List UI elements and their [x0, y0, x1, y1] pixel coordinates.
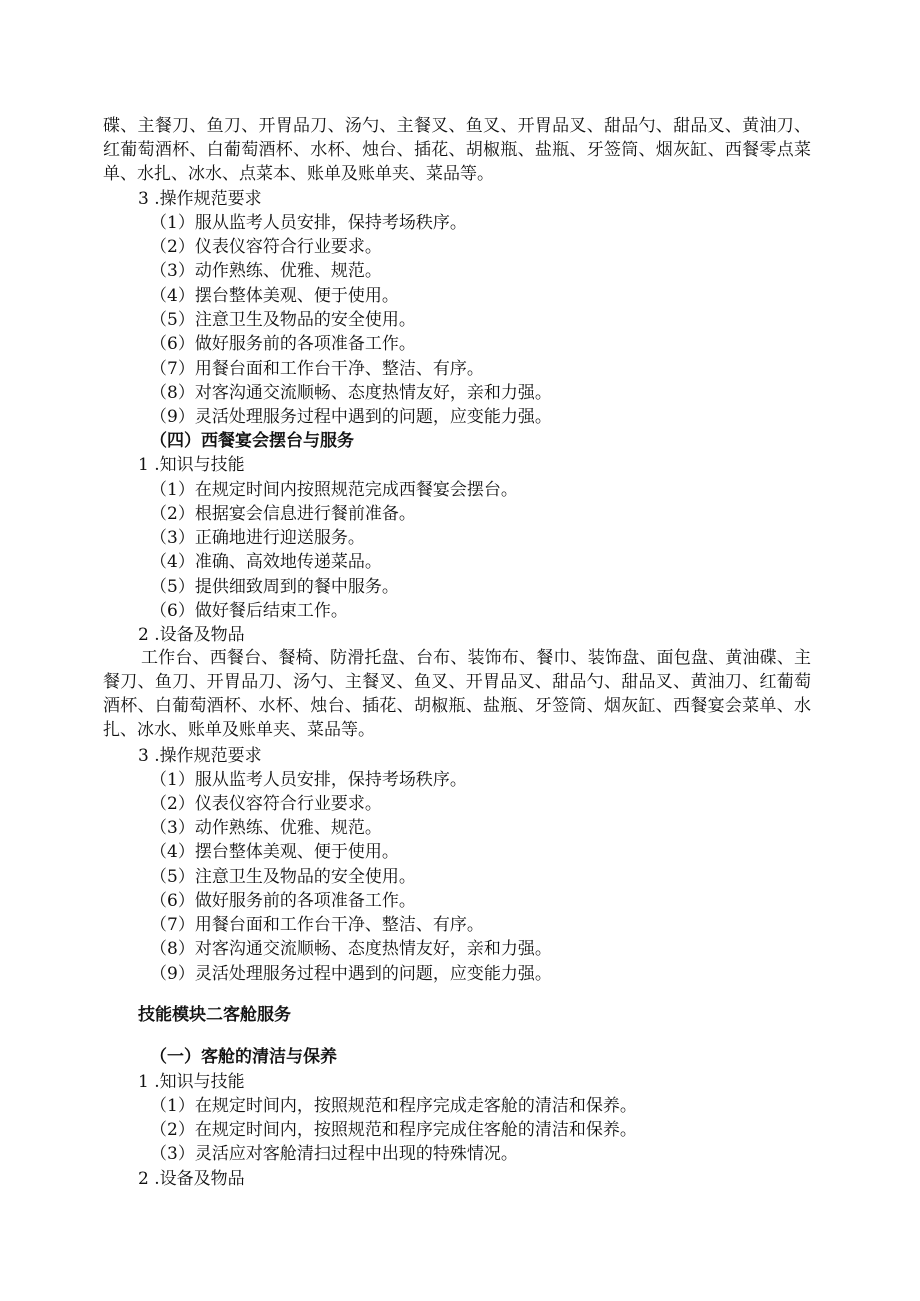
rules-heading: 3 .操作规范要求: [138, 746, 262, 766]
knowledge-heading: 1 .知识与技能: [138, 1072, 245, 1092]
rule-item: （1）服从监考人员安排，保持考场秩序。: [150, 770, 467, 790]
rule-item: （6）做好服务前的各项准备工作。: [150, 891, 416, 911]
rule-item: （6）做好服务前的各项准备工作。: [150, 334, 416, 354]
rule-item: （4）摆台整体美观、便于使用。: [150, 286, 399, 306]
knowledge-item: （3）正确地进行迎送服务。: [150, 528, 365, 548]
rule-item: （5）注意卫生及物品的安全使用。: [150, 867, 416, 887]
rules-heading: 3 .操作规范要求: [138, 189, 262, 209]
knowledge-heading: 1 .知识与技能: [138, 455, 245, 475]
rule-item: （4）摆台整体美观、便于使用。: [150, 842, 399, 862]
tableware-list-paragraph: 碟、主餐刀、鱼刀、开胃品刀、汤勺、主餐叉、鱼叉、开胃品叉、甜品勺、甜品叉、黄油刀、红葡萄酒杯、白葡萄酒杯、水杯、烛台、插花、胡椒瓶、盐瓶、牙签筒、烟灰缸、西餐零点菜单、水扎、冰水、点菜本、账单及账单夹、菜品等。: [103, 116, 811, 184]
equipment-heading: 2 .设备及物品: [138, 625, 245, 645]
rule-item: （2）仪表仪容符合行业要求。: [150, 794, 382, 814]
knowledge-item: （2）根据宴会信息进行餐前准备。: [150, 504, 416, 524]
rule-item: （1）服从监考人员安排，保持考场秩序。: [150, 213, 467, 233]
rule-item: （2）仪表仪容符合行业要求。: [150, 237, 382, 257]
equipment-heading: 2 .设备及物品: [138, 1169, 245, 1189]
rule-item: （9）灵活处理服务过程中遇到的问题，应变能力强。: [150, 964, 552, 984]
rule-item: （7）用餐台面和工作台干净、整洁、有序。: [150, 915, 484, 935]
module-title: 技能模块二客舱服务: [138, 1005, 291, 1025]
rule-item: （3）动作熟练、优雅、规范。: [150, 818, 382, 838]
knowledge-item: （3）灵活应对客舱清扫过程中出现的特殊情况。: [150, 1144, 518, 1164]
rule-item: （8）对客沟通交流顺畅、态度热情友好，亲和力强。: [150, 383, 552, 403]
knowledge-item: （6）做好餐后结束工作。: [150, 601, 348, 621]
knowledge-item: （4）准确、高效地传递菜品。: [150, 552, 382, 572]
section-title-cabin-cleaning: （一）客舱的清洁与保养: [150, 1047, 337, 1067]
knowledge-item: （5）提供细致周到的餐中服务。: [150, 577, 399, 597]
section-title-banquet: （四）西餐宴会摆台与服务: [150, 431, 354, 451]
rule-item: （8）对客沟通交流顺畅、态度热情友好，亲和力强。: [150, 939, 552, 959]
rule-item: （7）用餐台面和工作台干净、整洁、有序。: [150, 359, 484, 379]
knowledge-item: （1）在规定时间内按照规范完成西餐宴会摆台。: [150, 480, 518, 500]
rule-item: （5）注意卫生及物品的安全使用。: [150, 310, 416, 330]
rule-item: （9）灵活处理服务过程中遇到的问题，应变能力强。: [150, 407, 552, 427]
equipment-list-paragraph: 工作台、西餐台、餐椅、防滑托盘、台布、装饰布、餐巾、装饰盘、面包盘、黄油碟、主餐刀、鱼刀、开胃品刀、汤勺、主餐叉、鱼叉、开胃品叉、甜品勺、甜品叉、黄油刀、红葡萄酒杯、白葡萄酒杯、水杯、烛台、插花、胡椒瓶、盐瓶、牙签筒、烟灰缸、西餐宴会菜单、水扎、冰水、账单及账单夹、菜品等。: [103, 648, 811, 740]
rule-item: （3）动作熟练、优雅、规范。: [150, 261, 382, 281]
knowledge-item: （1）在规定时间内，按照规范和程序完成走客舱的清洁和保养。: [150, 1096, 637, 1116]
knowledge-item: （2）在规定时间内，按照规范和程序完成住客舱的清洁和保养。: [150, 1120, 637, 1140]
